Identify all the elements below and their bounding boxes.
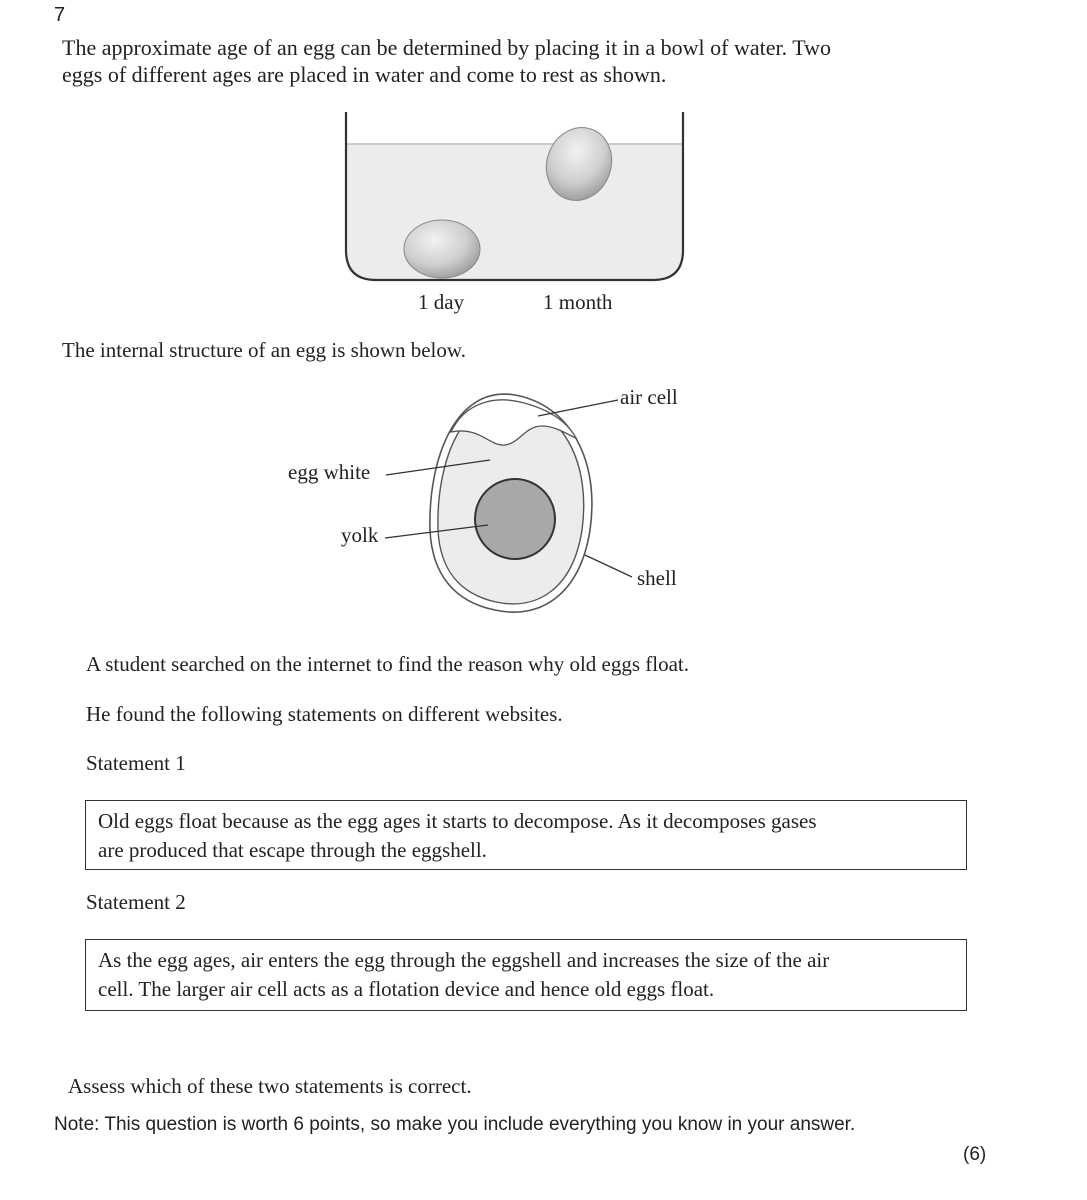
bowl-figure	[330, 100, 700, 290]
student-text: A student searched on the internet to find the reason why old eggs float.	[86, 652, 690, 676]
label-1-day: 1 day	[418, 290, 465, 314]
note-text: Note: This question is worth 6 points, so make you include everything you know in your answer.	[54, 1114, 856, 1135]
intro-line: The approximate age of an egg can be determined by placing it in a bowl of water. Two	[62, 35, 832, 60]
question-intro	[62, 34, 922, 88]
label-1-month: 1 month	[543, 290, 613, 314]
yolk	[475, 479, 555, 559]
statement-1-box	[85, 800, 967, 870]
label-shell: shell	[637, 566, 677, 590]
question-number: 7	[54, 4, 66, 26]
statement-1-line: Old eggs float because as the egg ages it starts to decompose. As it decomposes gases	[98, 809, 817, 833]
egg-structure-figure	[280, 380, 640, 620]
statement-1-label: Statement 1	[86, 751, 186, 775]
marks: (6)	[963, 1144, 987, 1165]
statement-2-line: As the egg ages, air enters the egg through the eggshell and increases the size of the air	[98, 948, 830, 972]
label-air-cell: air cell	[620, 385, 678, 409]
intro-line: eggs of different ages are placed in water and come to rest as shown.	[62, 62, 667, 87]
water	[346, 144, 683, 280]
statement-1-line: are produced that escape through the eggshell.	[98, 838, 487, 862]
found-text: He found the following statements on different websites.	[86, 702, 563, 726]
air-cell-leader	[538, 400, 618, 416]
assess-instruction: Assess which of these two statements is correct.	[68, 1074, 472, 1098]
structure-intro: The internal structure of an egg is shown below.	[62, 338, 466, 362]
statement-2-label: Statement 2	[86, 890, 186, 914]
label-egg-white: egg white	[288, 460, 371, 484]
label-yolk: yolk	[341, 523, 379, 547]
egg-1-day	[404, 220, 480, 278]
statement-2-line: cell. The larger air cell acts as a flotation device and hence old eggs float.	[98, 977, 715, 1001]
statement-2-box	[85, 939, 967, 1011]
shell-leader	[585, 555, 632, 577]
